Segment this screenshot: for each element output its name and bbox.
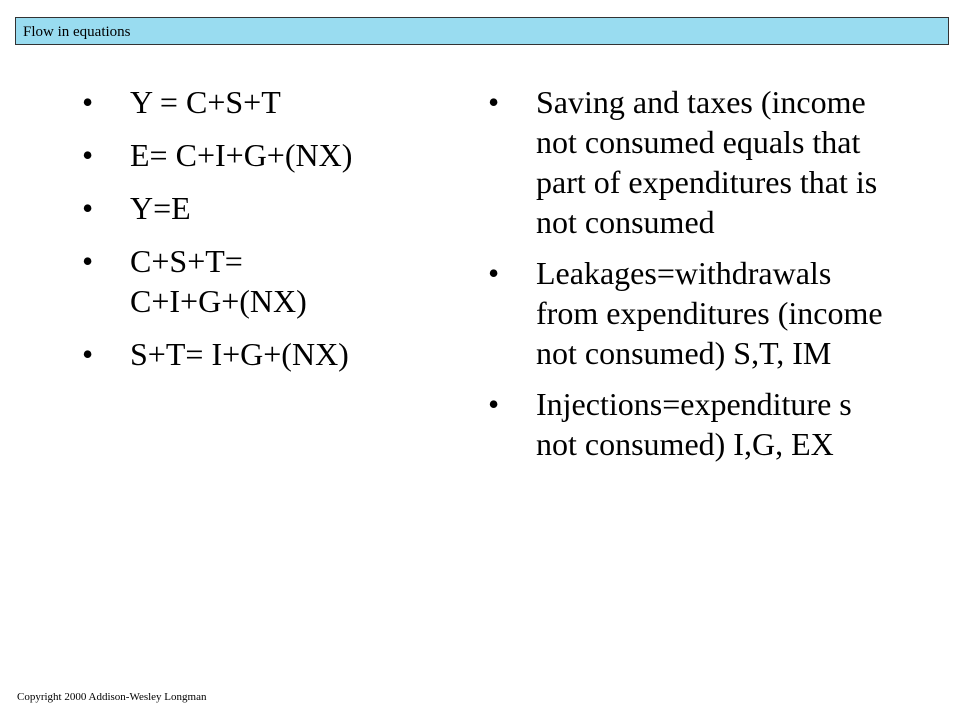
bullet-icon: • xyxy=(82,243,94,279)
bullet-icon: • xyxy=(82,190,94,226)
equation-list xyxy=(82,82,422,387)
copyright-footer: Copyright 2000 Addison-Wesley Longman xyxy=(17,691,207,703)
explanation-item xyxy=(488,384,888,464)
slide-title-bar xyxy=(15,17,949,45)
explanation-text: Leakages=withdrawals from expenditures (income not consumed) S,T, IM xyxy=(536,255,883,371)
equation-text: E= C+I+G+(NX) xyxy=(130,137,353,173)
bullet-icon: • xyxy=(82,336,94,372)
equation-item xyxy=(82,135,422,175)
explanation-item xyxy=(488,253,888,373)
slide-title: Flow in equations xyxy=(23,24,131,40)
equation-text: S+T= I+G+(NX) xyxy=(130,336,349,372)
equation-item xyxy=(82,82,422,122)
bullet-icon: • xyxy=(82,84,94,120)
equation-text: Y=E xyxy=(130,190,191,226)
explanation-text: Saving and taxes (income not consumed equals that part of expenditures that is not consumed xyxy=(536,84,878,240)
bullet-icon: • xyxy=(82,137,94,173)
explanation-text: Injections=expenditure s not consumed) I,G, EX xyxy=(536,386,852,462)
equation-item xyxy=(82,188,422,228)
explanation-list xyxy=(488,82,888,475)
explanation-item xyxy=(488,82,888,242)
equation-text: Y = C+S+T xyxy=(130,84,281,120)
equation-item xyxy=(82,241,422,321)
bullet-icon: • xyxy=(488,84,500,120)
bullet-icon: • xyxy=(488,255,500,291)
bullet-icon: • xyxy=(488,386,500,422)
equation-item xyxy=(82,334,422,374)
equation-text: C+S+T= C+I+G+(NX) xyxy=(130,243,307,319)
